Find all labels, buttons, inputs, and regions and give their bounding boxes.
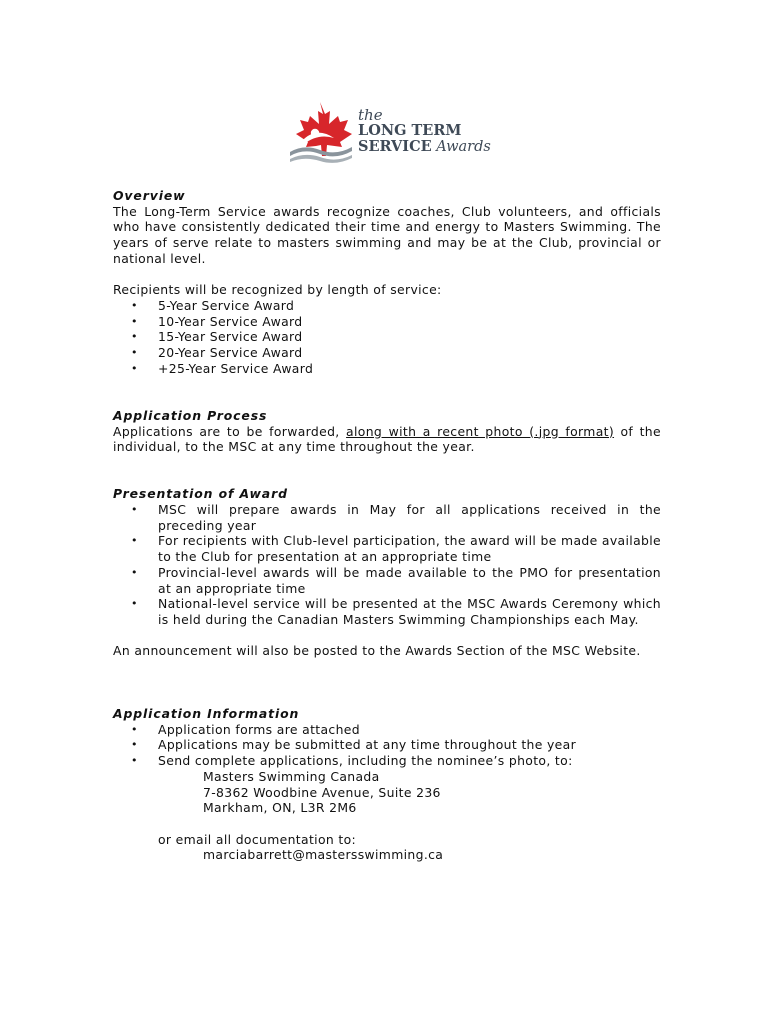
list-item: • 5-Year Service Award [113,298,661,314]
presentation-list [113,502,661,628]
photo-requirement: along with a recent photo (.jpg format) [346,423,615,439]
logo-the: the [358,106,383,124]
application-information-heading: Application Information [113,706,300,722]
application-process-section [113,408,661,455]
application-information-section [113,706,661,863]
list-item: • +25-Year Service Award [113,361,661,377]
overview-paragraph: The Long-Term Service awards recognize coaches, Club volunteers, and officials who have consistently dedicated their time and energy to Masters Swimming. The years of serve relate to masters swimming and may be at the Club, provincial or national level. [113,203,661,266]
list-item: • 15-Year Service Award [113,329,661,345]
list-item: • 10-Year Service Award [113,314,661,330]
logo-long-term: LONG TERM [358,122,462,139]
presentation-section [113,486,661,659]
recipients-intro: Recipients will be recognized by length of service: [113,282,442,298]
presentation-heading: Presentation of Award [113,486,288,502]
application-process-heading: Application Process [113,407,268,423]
long-term-service-awards-logo [282,100,502,170]
list-item: • MSC will prepare awards in May for all applications received in the preceding year [113,502,661,533]
email-intro: or email all documentation to: [158,831,357,847]
address-line: Masters Swimming Canada [203,768,380,784]
announcement-text: An announcement will also be posted to the Awards Section of the MSC Website. [113,643,641,659]
maple-leaf-swimmer-icon [282,100,358,170]
logo-service-awards [358,139,491,155]
list-item: • National-level service will be presented at the MSC Awards Ceremony which is held during the Canadian Masters Swimming Championships each May. [113,596,661,627]
logo-service: SERVICE [358,138,432,155]
list-item: • Send complete applications, including the nominee’s photo, to: [113,753,661,769]
awards-list [113,298,661,377]
list-item: • Application forms are attached [113,722,661,738]
document-body [113,188,661,863]
list-item: • Provincial-level awards will be made available to the PMO for presentation at an appropriate time [113,565,661,596]
application-process-text-1: Applications are to be forwarded, [113,423,347,439]
logo-wordmark [358,107,491,155]
list-item: • 20-Year Service Award [113,345,661,361]
overview-section [113,188,661,376]
address-line: 7-8362 Woodbine Avenue, Suite 236 [203,784,441,800]
address-line: Markham, ON, L3R 2M6 [203,800,357,816]
application-process-text-2: of the individual, to the MSC at any time throughout the year. [113,423,661,455]
overview-heading: Overview [113,188,186,203]
list-item: • For recipients with Club-level participation, the award will be made available to the Club for presentation at an appropriate time [113,533,661,564]
logo-awards: Awards [436,139,491,155]
application-process-paragraph [113,424,661,455]
application-information-list [113,722,661,769]
email-address[interactable]: marciabarrett@mastersswimming.ca [203,847,444,863]
list-item: • Applications may be submitted at any time throughout the year [113,737,661,753]
